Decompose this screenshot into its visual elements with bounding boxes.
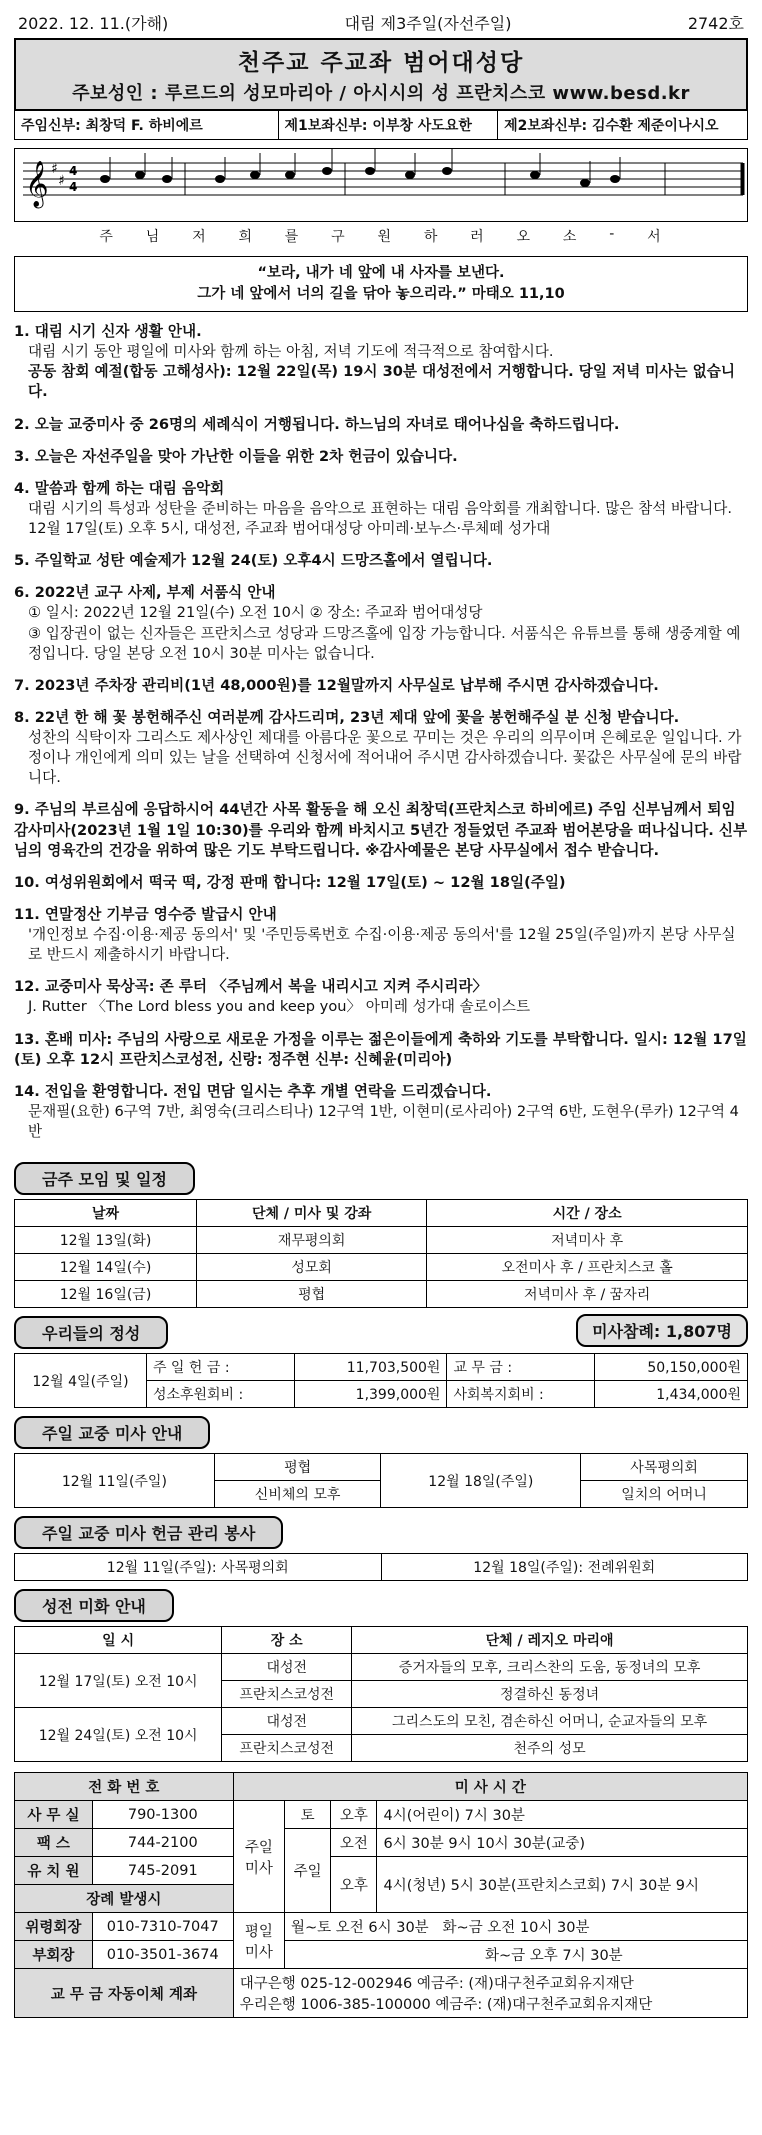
- cell: 프란치스코성전: [222, 1735, 352, 1762]
- lyrics-row: [14, 226, 748, 246]
- attendance-badge: [576, 1314, 748, 1347]
- announcement-item: [14, 583, 748, 664]
- cell: 위령회장: [15, 1913, 93, 1941]
- music-note: [530, 171, 540, 179]
- cell: 4시(어린이) 7시 30분: [377, 1801, 748, 1829]
- cell: 팩 스: [15, 1829, 93, 1857]
- cell: 4시(청년) 5시 30분(프란치스코회) 7시 30분 9시: [377, 1857, 748, 1913]
- cell: 사회복지회비 :: [447, 1381, 595, 1408]
- cell: 010-3501-3674: [92, 1941, 233, 1969]
- announcement-item: [14, 415, 748, 435]
- svg-text:4: 4: [69, 164, 78, 178]
- priests-line: [14, 111, 748, 140]
- cell: 12월 24일(토) 오전 10시: [15, 1708, 222, 1762]
- announcement-body: 대림 시기 동안 평일에 미사와 함께 하는 아침, 저녁 기도에 적극적으로 참여합시다.: [28, 343, 554, 361]
- cell: 그리스도의 모친, 겸손하신 어머니, 순교자들의 모후: [352, 1708, 748, 1735]
- cell: 010-7310-7047: [92, 1913, 233, 1941]
- col-date: 날짜: [15, 1200, 197, 1227]
- cell: 12월 14일(수): [15, 1254, 197, 1281]
- announcement-heading: 14. 전입을 환영합니다. 전입 면담 일시는 추후 개별 연락을 드리겠습니다.: [14, 1082, 492, 1100]
- cell: 오전: [331, 1829, 377, 1857]
- weekday-1: 월~토 오전 6시 30분: [291, 1920, 429, 1937]
- announcement-heading: 9. 주님의 부르심에 응답하시어 44년간 사목 활동을 해 오신 최창덕(프란치스코 하비에르) 주임 신부님께서 퇴임 감사미사(2023년 1월 1일 10:30)를 우리와 함께 바치시고 5년간 정들었던 주교좌 범어본당을 떠나십니다. 신부님의 영육간의 건강을 위하여 많은 기도 부탁드립니다. ※감사예물은 본당 사무실에서 접수 받습니다.: [14, 801, 748, 859]
- cell: 토: [285, 1801, 331, 1829]
- cell: 사목평의회: [581, 1454, 748, 1481]
- music-note: [215, 175, 225, 183]
- lyric-syllable: 서: [647, 229, 663, 245]
- lyric-syllable: 러: [470, 229, 486, 245]
- music-note: [365, 167, 375, 175]
- decor-table: [14, 1626, 748, 1762]
- announcement-item: [14, 905, 748, 965]
- staff-svg: [15, 149, 747, 221]
- church-name: 천주교 주교좌 범어대성당: [237, 50, 525, 76]
- announcement-heading: 12. 교중미사 묵상곡: 존 루터 〈주님께서 복을 내리시고 지켜 주시리라〉: [14, 978, 488, 996]
- issue-date: 2022. 12. 11.(가해): [18, 14, 169, 33]
- music-note: [322, 167, 332, 175]
- announcement-item: [14, 322, 748, 403]
- cell: 12월 18일(주일): [381, 1454, 581, 1508]
- cell: 오전미사 후 / 프란치스코 홀: [427, 1254, 748, 1281]
- lyric-syllable: 원: [377, 229, 393, 245]
- cell: 평협: [214, 1454, 381, 1481]
- cell: 평일 미사: [233, 1913, 284, 1969]
- cell: 저녁미사 후 / 꿈자리: [427, 1281, 748, 1308]
- cell: 1,434,000원: [595, 1381, 748, 1408]
- scripture-quote: [14, 256, 748, 312]
- cell: 대성전: [222, 1708, 352, 1735]
- info-table: [14, 1772, 748, 2018]
- bank-accounts: [233, 1969, 747, 2018]
- cell: 일치의 어머니: [581, 1481, 748, 1508]
- liturgical-sunday: 대림 제3주일(자선주일): [344, 14, 512, 33]
- cell: 12월 11일(주일): 사목평의회: [15, 1554, 382, 1581]
- lyric-syllable: 소: [562, 229, 579, 245]
- col: 일 시: [15, 1627, 222, 1654]
- announcement-item: [14, 676, 748, 696]
- announcement-body: ① 일시: 2022년 12월 21일(수) 오전 10시 ② 장소: 주교좌 범어대성당: [28, 604, 483, 622]
- announcement-body: 문재필(요한) 6구역 7반, 최영숙(크리스티나) 12구역 1반, 이현미(로사리아) 2구역 6반, 도현우(루카) 12구역 4반: [28, 1102, 739, 1141]
- phone-title: 전 화 번 호: [15, 1773, 234, 1801]
- cell: 11,703,500원: [294, 1354, 447, 1381]
- meetings-table: [14, 1199, 748, 1308]
- table-row: [15, 1227, 748, 1254]
- cash-table: [14, 1553, 748, 1581]
- col-time: 시간 / 장소: [427, 1200, 748, 1227]
- cell: 대성전: [222, 1654, 352, 1681]
- announcement-heading: 13. 혼배 미사: 주님의 사랑으로 새로운 가정을 이루는 젊은이들에게 축하와 기도를 부탁합니다. 일시: 12월 17일(토) 오후 12시 프란치스코성전, 신랑: 정주현 신부: 신혜윤(미리아): [14, 1030, 747, 1068]
- music-note: [135, 171, 145, 179]
- cell: 교 무 금 :: [447, 1354, 595, 1381]
- announcement-item: [14, 800, 748, 860]
- weekday-2: 화~금 오전 10시 30분: [442, 1920, 590, 1937]
- announcement-heading: 11. 연말정산 기부금 영수증 발급시 안내: [14, 905, 277, 923]
- table-row: [15, 1281, 748, 1308]
- cell: 저녁미사 후: [427, 1227, 748, 1254]
- announcement-item: [14, 873, 748, 893]
- cell: 증거자들의 모후, 크리스찬의 도움, 동정녀의 모후: [352, 1654, 748, 1681]
- offering-table: [14, 1353, 748, 1408]
- lyric-syllable: 오: [516, 229, 533, 245]
- quote-line-1: “보라, 내가 네 앞에 내 사자를 보낸다.: [257, 265, 505, 281]
- announcement-heading: 4. 말씀과 함께 하는 대림 음악회: [14, 479, 225, 497]
- lyric-syllable: 구: [331, 229, 347, 245]
- music-note: [162, 175, 172, 183]
- header-line: [14, 10, 748, 40]
- svg-text:♯: ♯: [51, 161, 58, 177]
- col-group: 단체 / 미사 및 강좌: [197, 1200, 427, 1227]
- announcement-heading: 5. 주일학교 성탄 예술제가 12월 24(토) 오후4시 드망즈홀에서 열립니다.: [14, 552, 493, 570]
- cell: 12월 11일(주일): [15, 1454, 215, 1508]
- svg-text:4: 4: [69, 180, 78, 194]
- cell: 성소후원회비 :: [146, 1381, 294, 1408]
- music-note: [285, 171, 295, 179]
- svg-text:𝄞: 𝄞: [25, 161, 49, 207]
- music-note: [442, 167, 452, 175]
- offering-date: 12월 4일(주일): [15, 1354, 147, 1408]
- music-staff: [14, 148, 748, 222]
- cell: 사 무 실: [15, 1801, 93, 1829]
- music-note: [610, 175, 620, 183]
- cell: 재무평의회: [197, 1227, 427, 1254]
- bank-1: 대구은행 025-12-002946 예금주: (재)대구천주교회유지재단: [239, 1976, 634, 1993]
- music-note: [580, 179, 590, 187]
- mass-times-title: 미 사 시 간: [233, 1773, 747, 1801]
- announcement-heading: 3. 오늘은 자선주일을 맞아 가난한 이들을 위한 2차 헌금이 있습니다.: [14, 447, 458, 465]
- announcement-body: 공동 참회 예절(합동 고해성사): 12월 22일(목) 19시 30분 대성전에서 거행합니다. 당일 저녁 미사는 없습니다.: [28, 363, 735, 401]
- cash-title: 주일 교중 미사 헌금 관리 봉사: [14, 1516, 283, 1549]
- cell: 정결하신 동정녀: [352, 1681, 748, 1708]
- lyric-syllable: 주: [99, 229, 115, 245]
- lyric-syllable: 님: [145, 229, 162, 245]
- attendance-label: 미사참례:: [592, 1322, 661, 1342]
- announcement-item: [14, 479, 748, 539]
- offering-title: 우리들의 정성: [14, 1316, 168, 1349]
- cell: 유 치 원: [15, 1857, 93, 1885]
- title-box: [14, 40, 748, 111]
- cell: 12월 16일(금): [15, 1281, 197, 1308]
- music-note: [250, 171, 260, 179]
- funeral-title: 장례 발생시: [15, 1885, 234, 1913]
- lyric-syllable: 저: [192, 229, 208, 245]
- cell: 부회장: [15, 1941, 93, 1969]
- cell: 오후: [331, 1857, 377, 1913]
- cell: 천주의 성모: [352, 1735, 748, 1762]
- bank-2: 우리은행 1006-385-100000 예금주: (재)대구천주교회유지재단: [239, 1997, 653, 2014]
- music-note: [100, 175, 110, 183]
- weekday-times: [285, 1913, 748, 1941]
- cell: 12월 18일(주일): 전례위원회: [381, 1554, 748, 1581]
- cell: 1,399,000원: [294, 1381, 447, 1408]
- cell: 6시 30분 9시 10시 30분(교중): [377, 1829, 748, 1857]
- cell: 주일 미사: [233, 1801, 284, 1913]
- bank-label: 교 무 금 자동이체 계좌: [15, 1969, 234, 2018]
- cell: 790-1300: [92, 1801, 233, 1829]
- svg-text:♯: ♯: [58, 173, 65, 189]
- announcement-item: [14, 447, 748, 467]
- cell: 745-2091: [92, 1857, 233, 1885]
- cell: 12월 17일(토) 오전 10시: [15, 1654, 222, 1708]
- announcement-heading: 7. 2023년 주차장 관리비(1년 48,000원)를 12월말까지 사무실로 납부해 주시면 감사하겠습니다.: [14, 676, 659, 694]
- music-note: [405, 171, 415, 179]
- patron-line: 주보성인 : 루르드의 성모마리아 / 아시시의 성 프란치스코 www.besd.kr: [72, 83, 690, 104]
- cell: 744-2100: [92, 1829, 233, 1857]
- cell: 평협: [197, 1281, 427, 1308]
- announcement-heading: 10. 여성위원회에서 떡국 떡, 강정 판매 합니다: 12월 17일(토) ~ 12월 18일(주일): [14, 873, 566, 891]
- lyric-syllable: 희: [238, 229, 254, 245]
- announcement-body: 성찬의 식탁이자 그리스도 제사상인 제대를 아름다운 꽃으로 꾸미는 것은 우리의 의무이며 은혜로운 일입니다. 가정이나 개인에게 의미 있는 날을 선택하여 신청서에 적어내어 주시면 감사하겠습니다. 꽃값은 사무실에 문의 바랍니다.: [28, 729, 742, 787]
- quote-line-2: 그가 네 앞에서 너의 길을 닦아 놓으리라.” 마태오 11,10: [197, 286, 565, 303]
- announcement-heading: 6. 2022년 교구 사제, 부제 서품식 안내: [14, 584, 276, 602]
- lyric-syllable: 하: [423, 229, 440, 245]
- lyric-syllable: 를: [284, 229, 301, 245]
- col: 단체 / 레지오 마리애: [352, 1627, 748, 1654]
- cell: 신비체의 모후: [214, 1481, 381, 1508]
- cell: 50,150,000원: [595, 1354, 748, 1381]
- announcement-item: [14, 1082, 748, 1142]
- cell: 주 일 헌 금 :: [146, 1354, 294, 1381]
- mass-guide-table: [14, 1453, 748, 1508]
- decor-title: 성전 미화 안내: [14, 1589, 174, 1622]
- attendance-count: 1,807명: [665, 1322, 732, 1342]
- announcement-item: [14, 977, 748, 1017]
- cell: 주일: [285, 1829, 331, 1913]
- mass-guide-title: 주일 교중 미사 안내: [14, 1416, 210, 1449]
- cell: 성모회: [197, 1254, 427, 1281]
- meetings-title: 금주 모임 및 일정: [14, 1162, 195, 1195]
- lyric-syllable: -: [609, 226, 617, 242]
- announcement-body: J. Rutter 〈The Lord bless you and keep you〉 아미레 성가대 솔로이스트: [28, 998, 531, 1016]
- announcement-item: [14, 551, 748, 571]
- announcement-body: 대림 시기의 특성과 성탄을 준비하는 마음을 음악으로 표현하는 대림 음악회를 개최합니다. 많은 참석 바랍니다. 12월 17일(토) 오후 5시, 대성전, 주교좌 범어대성당 아미레·보누스·루체떼 성가대: [28, 499, 732, 538]
- issue-number: 2742호: [687, 14, 744, 33]
- table-row: [15, 1254, 748, 1281]
- assistant-1: 제1보좌신부: 이부창 사도요한: [279, 111, 499, 139]
- announcements: [14, 322, 748, 1142]
- announcement-heading: 1. 대림 시기 신자 생활 안내.: [14, 323, 202, 341]
- pastor: 주임신부: 최창덕 F. 하비에르: [15, 111, 279, 139]
- announcement-heading: 2. 오늘 교중미사 중 26명의 세례식이 거행됩니다. 하느님의 자녀로 태어나심을 축하드립니다.: [14, 415, 620, 433]
- weekday-3: 화~금 오후 7시 30분: [285, 1941, 748, 1969]
- announcement-heading: 8. 22년 한 해 꽃 봉헌해주신 여러분께 감사드리며, 23년 제대 앞에 꽃을 봉헌해주실 분 신청 받습니다.: [14, 708, 680, 726]
- announcement-body: ③ 입장권이 없는 신자들은 프란치스코 성당과 드망즈홀에 입장 가능합니다. 서품식은 유튜브를 통해 생중계할 예정입니다. 당일 본당 오전 10시 30분 미사는 없습니다.: [28, 624, 741, 662]
- cell: 오후: [331, 1801, 377, 1829]
- assistant-2: 제2보좌신부: 김수환 제준이나시오: [504, 118, 719, 134]
- cell: 12월 13일(화): [15, 1227, 197, 1254]
- announcement-item: [14, 708, 748, 789]
- announcement-body: '개인정보 수집·이용·제공 동의서' 및 '주민등록번호 수집·이용·제공 동의서'를 12월 25일(주일)까지 본당 사무실로 반드시 제출하시기 바랍니다.: [28, 926, 736, 964]
- cell: 프란치스코성전: [222, 1681, 352, 1708]
- announcement-item: [14, 1030, 748, 1070]
- col: 장 소: [222, 1627, 352, 1654]
